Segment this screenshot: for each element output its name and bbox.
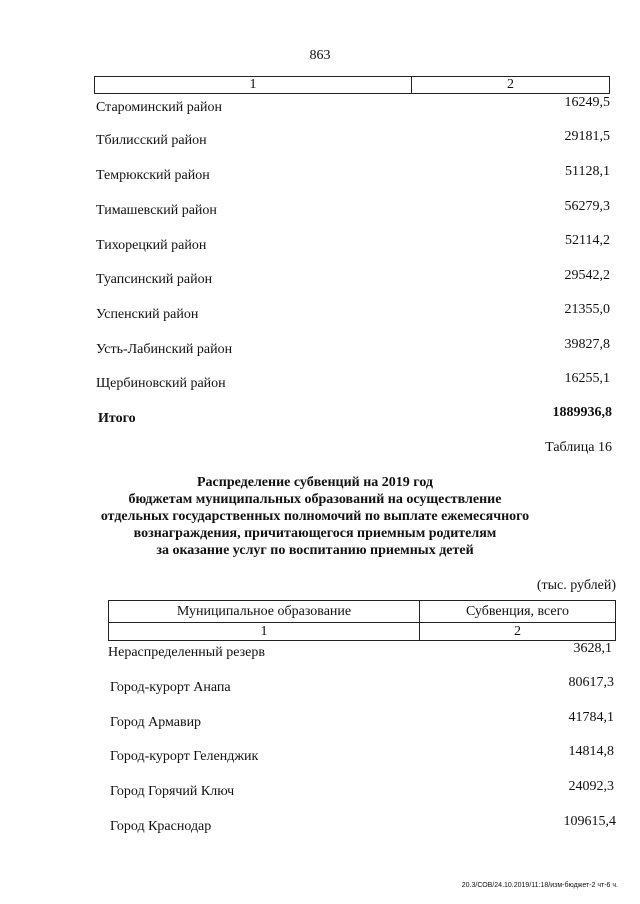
column-header-subvention: Субвенция, всего <box>420 601 616 623</box>
title-line: бюджетам муниципальных образований на осуществление <box>128 492 502 507</box>
table1-row-value: 29181,5 <box>564 129 610 144</box>
table-title <box>100 474 530 559</box>
table2-row-name: Нераспределенный резерв <box>108 645 265 660</box>
table2-col1-number: 1 <box>109 623 420 641</box>
table2-row-name: Город-курорт Анапа <box>110 680 231 695</box>
table2-row-value: 24092,3 <box>568 779 614 794</box>
column-header-municipality: Муниципальное образование <box>109 601 420 623</box>
table2-row-value: 109615,4 <box>563 814 616 829</box>
document-footer-code: 20.3/СОВ/24.10.2019/11:18/изм-бюджет-2 чт-6 ч. <box>461 882 618 889</box>
table1-row-value: 39827,8 <box>564 337 610 352</box>
table2-row-name: Город Горячий Ключ <box>110 784 235 799</box>
table1-row-value: 21355,0 <box>564 302 610 317</box>
table2-row-value: 80617,3 <box>568 675 614 690</box>
table1-col2-number: 2 <box>412 77 610 94</box>
table2-row-name: Город-курорт Геленджик <box>110 749 259 764</box>
title-line: Распределение субвенций на 2019 год <box>197 475 433 490</box>
table2-col2-number: 2 <box>420 623 616 641</box>
table1-row-value: 56279,3 <box>564 199 610 214</box>
unit-label: (тыс. рублей) <box>536 578 616 593</box>
table2-row-value: 14814,8 <box>568 744 614 759</box>
table1-total-label: Итого <box>98 411 136 426</box>
table1-header <box>94 76 610 94</box>
table1-row-name: Тимашевский район <box>96 203 217 218</box>
table2-row-value: 41784,1 <box>568 710 614 725</box>
table1-row-value: 51128,1 <box>565 164 610 179</box>
table1-row-value: 16249,5 <box>564 95 610 110</box>
page-number: 863 <box>309 48 331 63</box>
table2-row-name: Город Армавир <box>110 715 202 730</box>
table1-row-value: 52114,2 <box>565 233 610 248</box>
table2-row-value: 3628,1 <box>573 641 612 656</box>
table-number-label: Таблица 16 <box>545 440 612 455</box>
table1-row-name: Щербиновский район <box>96 376 226 391</box>
table1-row-name: Темрюкский район <box>96 168 210 183</box>
table2-row-name: Город Краснодар <box>110 819 212 834</box>
table1-row-name: Тихорецкий район <box>96 238 207 253</box>
table1-row-value: 29542,2 <box>564 268 610 283</box>
table1-row-name: Успенский район <box>96 307 199 322</box>
title-line: за оказание услуг по воспитанию приемных детей <box>156 543 474 558</box>
table1-row-name: Тбилисский район <box>96 133 207 148</box>
table1-col1-number: 1 <box>95 77 412 94</box>
table2-header <box>108 600 616 641</box>
title-line: отдельных государственных полномочий по выплате ежемесячного <box>100 509 530 524</box>
table1-row-name: Туапсинский район <box>96 272 213 287</box>
table1-row-value: 16255,1 <box>564 371 610 386</box>
table1-total-value: 1889936,8 <box>552 405 612 420</box>
title-line: вознаграждения, причитающегося приемным родителям <box>133 526 497 541</box>
table1-row-name: Усть-Лабинский район <box>96 342 233 357</box>
table1-row-name: Староминский район <box>96 100 222 115</box>
